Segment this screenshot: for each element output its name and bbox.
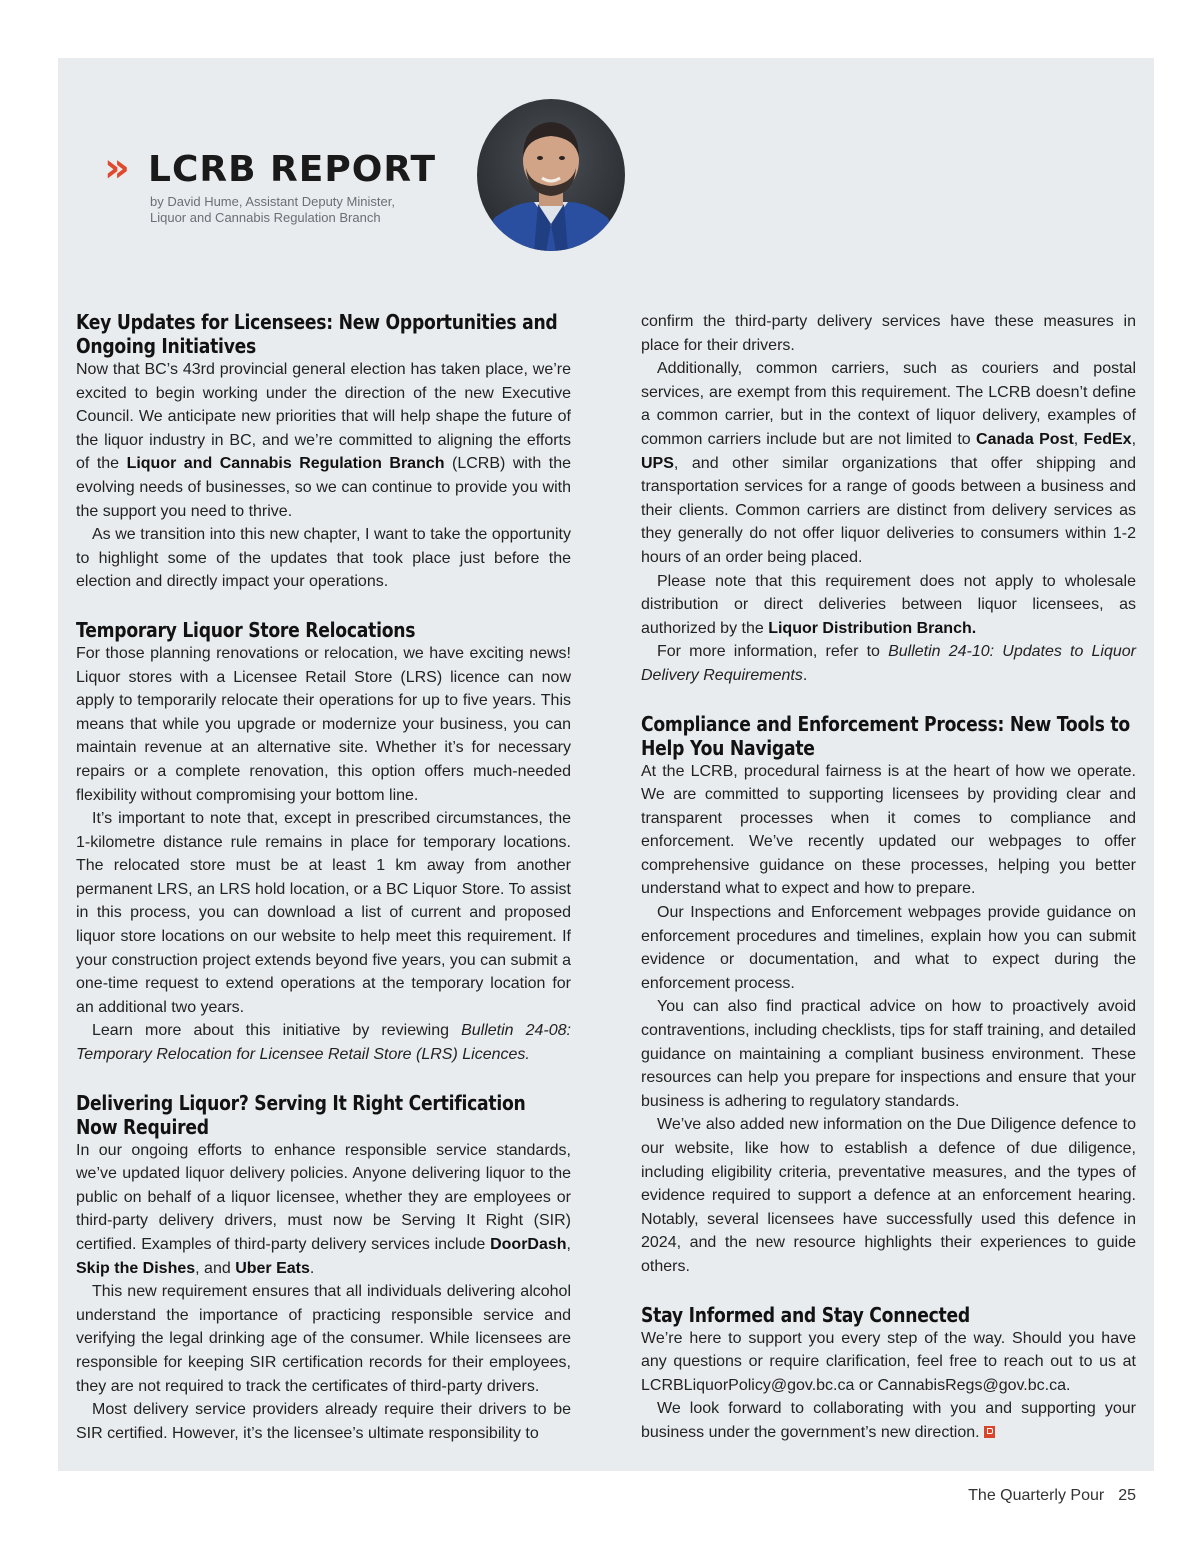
email-link-liquor-policy[interactable]: LCRBLiquorPolicy@gov.bc.ca <box>641 1376 855 1394</box>
paragraph: At the LCRB, procedural fairness is at the heart of how we operate. We are committed to supporting licensees by providing clear and transparent processes when it comes to compliance and enforcement. We’ve recently updated our webpages to offer comprehensive guidance on these processes, helping you better understand what to expect and how to prepare. <box>641 762 1136 898</box>
company-name: Skip the Dishes <box>76 1259 196 1277</box>
company-name: UPS <box>641 454 674 472</box>
paragraph <box>641 640 1136 687</box>
byline-line-2: Liquor and Cannabis Regulation Branch <box>150 210 381 225</box>
byline-line-1: by David Hume, Assistant Deputy Minister, <box>150 194 395 209</box>
paragraph: You can also find practical advice on how to proactively avoid contraventions, including checklists, tips for staff training, and detailed guidance on maintaining a compliant business environment. These resources can help you prepare for inspections and ensure that your business is adhering to regulatory standards. <box>641 998 1136 1110</box>
company-name: DoorDash <box>490 1236 567 1253</box>
paragraph <box>641 1327 1136 1398</box>
section-heading-stay-informed: Stay Informed and Stay Connected <box>641 1302 970 1327</box>
text-run: For more information, refer to <box>657 643 889 661</box>
paragraph <box>641 570 1136 641</box>
paragraph: We’ve also added new information on the Due Diligence defence to our website, like how to establish a defence of due diligence, including eligibility criteria, preventative measures, and the types of evidence required to support a defence at an enforcement hearing. Notably, several licensees have successfully used this defence in 2024, and the new resource highlights their experiences to guide others. <box>641 1116 1136 1275</box>
paragraph: As we transition into this new chapter, I want to take the opportunity to highlight some of the updates that took place just before the election and directly impact your operations. <box>76 526 571 591</box>
text-run: , and other similar organizations that offer shipping and transportation services for a range of goods between a business and their clients. Common carriers are distinct from delivery services as they generally do not offer liquor deliveries to consumers within 1-2 hours of an order being placed. <box>641 454 1136 566</box>
bulletin-reference: Bulletin 24-10: Updates to Liquor Delivery Requirements <box>641 643 1136 684</box>
section-heading-compliance: Compliance and Enforcement Process: New Tools to Help You Navigate <box>641 711 1130 760</box>
text-run: Learn more about this initiative by reviewing <box>92 1022 462 1040</box>
left-column <box>76 310 571 1445</box>
company-name: FedEx <box>1083 430 1132 448</box>
text-run: , <box>1131 430 1137 448</box>
page-title: LCRB REPORT <box>148 149 437 190</box>
text-run: Additionally, common carriers, such as couriers and postal services, are exempt from this requirement. The LCRB doesn’t define a common carrier, but in the context of liquor delivery, examples of common carriers include but are not limited to <box>641 360 1136 448</box>
text-run: , and <box>195 1259 236 1277</box>
text-run: or <box>854 1376 878 1394</box>
page-number: 25 <box>1118 1487 1136 1504</box>
paragraph: For those planning renovations or relocation, we have exciting news! Liquor stores with a Licensee Retail Store (LRS) licence can now apply to temporarily relocate their operations for up to five years. This means that while you upgrade or modernize your business, you can maintain revenue at an alternative site. Whether it’s for necessary repairs or a complete renovation, this option offers much-needed flexibility without compromising your bottom line. <box>76 644 571 804</box>
paragraph: This new requirement ensures that all individuals delivering alcohol understand the importance of practicing responsible service and verifying the legal drinking age of the consumer. While licensees are responsible for keeping SIR certification records for their employees, they are not required to track the certificates of third-party drivers. <box>76 1283 571 1395</box>
text-run: In our ongoing efforts to enhance responsible service standards, we’ve updated liquor delivery policies. Anyone delivering liquor to the public on behalf of a liquor licensee, whether they are employees or third-party delivery drivers, must now be Serving It Right (SIR) certified. Examples of third-party delivery services include <box>76 1141 571 1253</box>
text-run: Now that BC’s 43rd provincial general election has taken place, we’re excited to begin working under the direction of the new Executive Council. We anticipate new priorities that will help shape the future of the liquor industry in BC, and we’re committed to aligning the efforts of the <box>76 361 571 473</box>
paragraph: Our Inspections and Enforcement webpages provide guidance on enforcement procedures and timelines, explain how you can submit evidence or documentation, and what to expect during the enforcement process. <box>641 904 1136 992</box>
paragraph: confirm the third-party delivery services have these measures in place for their drivers. <box>641 313 1136 354</box>
right-column <box>641 310 1136 1445</box>
text-run: (LCRB) with the evolving needs of businesses, so we can continue to provide you with the support you need to thrive. <box>76 455 571 520</box>
page-footer <box>968 1486 1136 1506</box>
org-name: Liquor and Cannabis Regulation Branch <box>126 455 445 473</box>
org-name: Liquor Distribution Branch. <box>768 619 977 637</box>
company-name: Uber Eats <box>235 1259 310 1277</box>
text-run: We’re here to support you every step of the way. Should you have any questions or require clarification, feel free to reach out to us at <box>641 1329 1136 1371</box>
paragraph <box>76 1139 571 1281</box>
paragraph <box>76 1019 571 1066</box>
text-run: . <box>802 666 808 684</box>
text-run: , <box>1073 430 1084 448</box>
text-run: , <box>566 1236 571 1253</box>
text-run: We look forward to collaborating with you and supporting your business under the government’s new direction. <box>641 1400 1136 1441</box>
email-link-cannabis-regs[interactable]: CannabisRegs@gov.bc.ca <box>877 1376 1066 1394</box>
paragraph: It’s important to note that, except in prescribed circumstances, the 1-kilometre distance rule remains in place for temporary locations. The relocated store must be at least 1 km away from another permanent LRS, an LRS hold location, or a BC Liquor Store. To assist in this process, you can download a list of current and proposed liquor store locations on our website to help meet this requirement. If your construction project extends beyond five years, you can submit a one-time request to extend operations at the temporary location for an additional two years. <box>76 810 571 1016</box>
bulletin-reference: Bulletin 24-08: Temporary Relocation for Licensee Retail Store (LRS) Licences. <box>76 1022 572 1064</box>
text-run: . <box>309 1259 315 1277</box>
author-byline <box>150 194 470 226</box>
paragraph <box>76 358 571 523</box>
paragraph <box>641 1397 1136 1444</box>
section-heading-relocations: Temporary Liquor Store Relocations <box>76 617 416 642</box>
paragraph: Most delivery service providers already require their drivers to be SIR certified. However, it’s the licensee’s ultimate responsibility to <box>76 1401 571 1442</box>
author-portrait <box>476 98 626 252</box>
text-run: . <box>1066 1376 1071 1394</box>
section-heading-key-updates: Key Updates for Licensees: New Opportunities and Ongoing Initiatives <box>76 310 558 358</box>
paragraph <box>641 357 1136 569</box>
publication-name: The Quarterly Pour <box>968 1487 1105 1504</box>
company-name: Canada Post <box>976 430 1074 448</box>
section-heading-delivering-liquor: Delivering Liquor? Serving It Right Certification Now Required <box>76 1090 526 1139</box>
end-mark-icon <box>984 1426 995 1438</box>
chevron-icon: » <box>104 145 124 191</box>
text-run: Please note that this requirement does not apply to wholesale distribution or direct deliveries between liquor licensees, as authorized by the <box>641 572 1136 637</box>
